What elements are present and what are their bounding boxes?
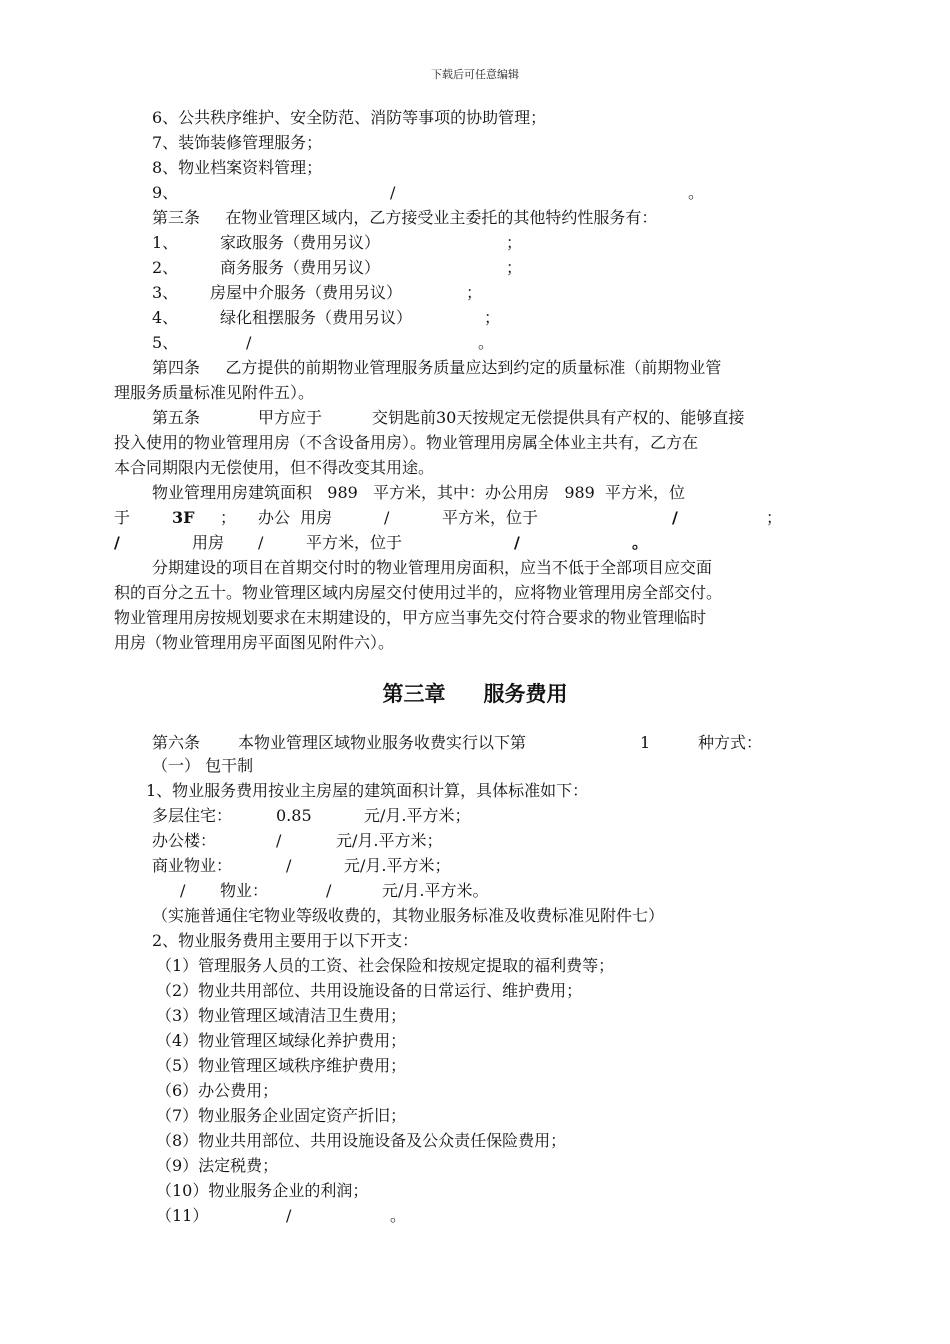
expense-item-2: （2）物业共用部位、共用设施设备的日常运行、维护费用； [156, 981, 583, 1000]
text-segment: 于 [114, 508, 131, 527]
blank-value: / [286, 1206, 292, 1225]
text-segment: 平方米，位于 [442, 508, 539, 527]
blank-value: / [114, 533, 120, 552]
item-number: 9、 [152, 183, 179, 202]
item-number: 4、 [152, 308, 179, 327]
article-5-line3: 本合同期限内无偿使用，但不得改变其用途。 [114, 458, 435, 477]
text-segment: 平方米，位于 [306, 533, 403, 552]
article-3: 第三条 在物业管理区域内，乙方接受业主委托的其他特约性服务有： [152, 208, 658, 227]
fee-category: 办公楼： [152, 831, 217, 850]
chapter-heading [0, 678, 950, 708]
article-label: 第六条 [152, 733, 201, 752]
end-punct: 。 [688, 183, 705, 202]
article-5-line2: 投入使用的物业管理用房（不含设备用房）。物业管理用房属全体业主共有，乙方在 [114, 433, 699, 452]
article-4-line2: 理服务质量标准见附件五）。 [114, 383, 315, 402]
clause-item-6: 6、公共秩序维护、安全防范、消防等事项的协助管理； [152, 108, 547, 127]
blank-value: / [258, 533, 264, 552]
expense-item-6: （6）办公费用； [156, 1081, 279, 1100]
phased-line4: 用房（物业管理用房平面图见附件六）。 [114, 633, 395, 652]
text-segment: 办公 用房 [258, 508, 333, 527]
fee-unit: 元/月.平方米； [336, 831, 443, 850]
end-punct: 。 [390, 1206, 407, 1225]
expense-heading: 2、物业服务费用主要用于以下开支： [152, 931, 419, 950]
service-name: 商务服务（费用另议） [220, 258, 381, 277]
item-number: 1、 [152, 233, 179, 252]
blank-value: / [390, 183, 396, 202]
service-name: 绿化租摆服务（费用另议） [220, 308, 413, 327]
expense-item-1: （1）管理服务人员的工资、社会保险和按规定提取的福利费等； [156, 956, 615, 975]
phased-line1: 分期建设的项目在首期交付时的物业管理用房面积，应当不低于全部项目应交面 [152, 558, 713, 577]
blank-value: / [180, 881, 186, 900]
blank-value: / [672, 508, 678, 527]
end-punct: ； [766, 508, 783, 527]
chapter-number: 第三章 [382, 682, 446, 706]
phased-line3: 物业管理用房按规划要求在末期建设的，甲方应当事先交付符合要求的物业管理临时 [114, 608, 707, 627]
text-segment: 用房 [192, 533, 225, 552]
office-area-line1: 物业管理用房建筑面积 989 平方米，其中：办公用房 989 平方米，位 [152, 483, 686, 502]
item-number: 5、 [152, 333, 179, 352]
fee-standard-heading: 1、物业服务费用按业主房屋的建筑面积计算，具体标准如下： [146, 781, 589, 800]
expense-item-7: （7）物业服务企业固定资产折旧； [156, 1106, 407, 1125]
blank-value: / [514, 533, 520, 552]
article-text: 本物业管理区域物业服务收费实行以下第 [238, 733, 527, 752]
blank-value: / [246, 333, 252, 352]
end-punct: ； [506, 258, 523, 277]
clause-item-8: 8、物业档案资料管理； [152, 158, 323, 177]
service-name: 房屋中介服务（费用另议） [210, 283, 403, 302]
end-punct: 。 [478, 333, 495, 352]
method-number: 1 [640, 733, 651, 752]
fee-value: / [276, 831, 282, 850]
fee-value: / [286, 856, 292, 875]
end-punct: ； [484, 308, 501, 327]
fee-value: 0.85 [276, 806, 312, 825]
chapter-title: 服务费用 [483, 682, 568, 706]
fee-category: 多层住宅： [152, 806, 233, 825]
text-segment: ； [220, 508, 237, 527]
page-header: 下载后可任意编辑 [431, 68, 519, 81]
expense-item-10: （10）物业服务企业的利润； [156, 1181, 369, 1200]
service-name: 家政服务（费用另议） [220, 233, 381, 252]
article-4-line1: 第四条 乙方提供的前期物业管理服务质量应达到约定的质量标准（前期物业管 [152, 358, 722, 377]
fee-system-label: （一） 包干制 [152, 756, 254, 775]
end-punct: ； [506, 233, 523, 252]
fee-value: / [326, 881, 332, 900]
fee-unit: 元/月.平方米； [364, 806, 471, 825]
article-label: 第五条 [152, 408, 201, 427]
item-number: 2、 [152, 258, 179, 277]
fee-unit: 元/月.平方米； [344, 856, 451, 875]
clause-item-7: 7、装饰装修管理服务； [152, 133, 323, 152]
article-text: 交钥匙前30天按规定无偿提供具有产权的、能够直接 [372, 408, 745, 427]
end-punct: 。 [632, 533, 649, 552]
phased-line2: 积的百分之五十。物业管理区域内房屋交付使用过半的，应将物业管理用房全部交付。 [114, 583, 723, 602]
expense-item-9: （9）法定税费； [156, 1156, 279, 1175]
end-punct: ； [466, 283, 483, 302]
floor-value: 3F [172, 508, 195, 527]
expense-item-3: （3）物业管理区域清洁卫生费用； [156, 1006, 407, 1025]
fee-note: （实施普通住宅物业等级收费的，其物业服务标准及收费标准见附件七） [152, 906, 665, 925]
article-text: 种方式： [698, 733, 763, 752]
item-number: 3、 [152, 283, 179, 302]
expense-item-5: （5）物业管理区域秩序维护费用； [156, 1056, 407, 1075]
expense-item-8: （8）物业共用部位、共用设施设备及公众责任保险费用； [156, 1131, 567, 1150]
expense-item-4: （4）物业管理区域绿化养护费用； [156, 1031, 407, 1050]
blank-value: / [384, 508, 390, 527]
fee-category: 商业物业： [152, 856, 233, 875]
party-text: 甲方应于 [258, 408, 323, 427]
fee-unit: 元/月.平方米。 [382, 881, 489, 900]
item-number: （11） [156, 1206, 209, 1225]
fee-category: 物业： [220, 881, 269, 900]
